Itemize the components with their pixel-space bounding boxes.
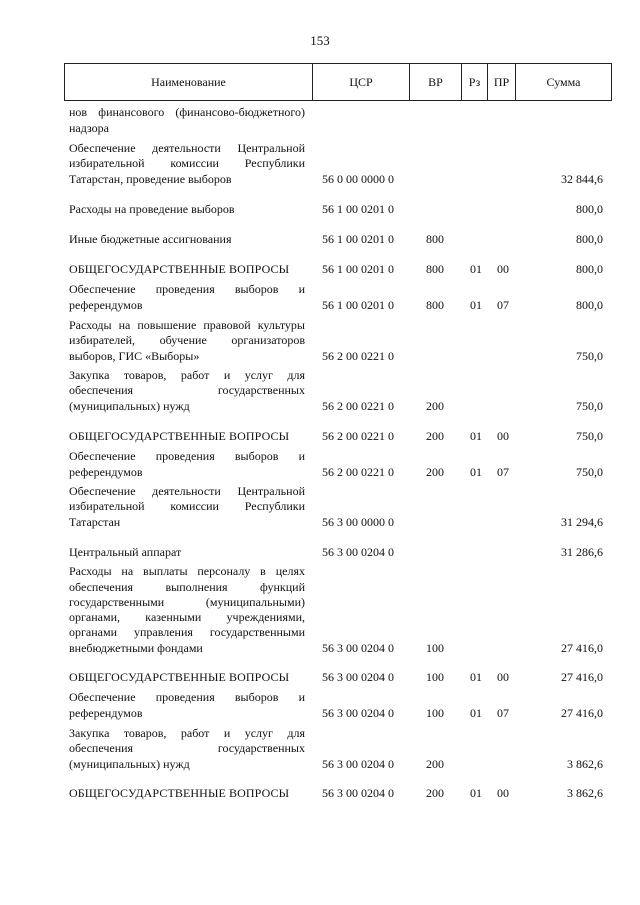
row-pr: 00 (497, 786, 509, 800)
row-rz: 01 (470, 465, 482, 479)
table-row (0, 563, 640, 656)
table-row (0, 202, 640, 217)
row-csr: 56 1 00 0201 0 (322, 262, 394, 276)
column-header-vr: ВР (409, 64, 461, 100)
row-sum: 800,0 (576, 262, 603, 276)
row-vr: 100 (426, 641, 444, 655)
row-name: ОБЩЕГОСУДАРСТВЕННЫЕ ВОПРОСЫ (69, 261, 290, 276)
row-sum: 27 416,0 (561, 670, 603, 684)
table-row (0, 429, 640, 444)
row-pr: 00 (497, 429, 509, 443)
column-header-name: Наименование (151, 74, 226, 89)
table-row (0, 318, 640, 364)
row-vr: 100 (426, 706, 444, 720)
row-vr: 800 (426, 262, 444, 276)
row-name: ОБЩЕГОСУДАРСТВЕННЫЕ ВОПРОСЫ (69, 669, 290, 684)
row-vr: 800 (426, 298, 444, 312)
table-row (0, 106, 640, 136)
table-row (0, 786, 640, 801)
table-row (0, 690, 640, 721)
row-name: ОБЩЕГОСУДАРСТВЕННЫЕ ВОПРОСЫ (69, 785, 290, 800)
row-csr: 56 3 00 0204 0 (322, 670, 394, 684)
row-sum: 800,0 (576, 298, 603, 312)
row-vr: 200 (426, 465, 444, 479)
row-rz: 01 (470, 429, 482, 443)
row-sum: 3 862,6 (567, 786, 603, 800)
column-header-pr: ПР (487, 64, 515, 100)
row-vr: 100 (426, 670, 444, 684)
row-csr: 56 3 00 0204 0 (322, 545, 394, 559)
row-csr: 56 3 00 0204 0 (322, 706, 394, 720)
row-name: Расходы на выплаты персоналу в целях обеспечения выполнения функций государственными (муниципальными) органами, казенными учреждениями, органами управления государственными внебюджетными фондами (69, 564, 305, 655)
row-csr: 56 1 00 0201 0 (322, 298, 394, 312)
row-sum: 800,0 (576, 232, 603, 246)
column-header-sum: Сумма (515, 64, 611, 100)
table-row (0, 449, 640, 480)
row-name: Центральный аппарат (69, 544, 182, 559)
row-vr: 200 (426, 757, 444, 771)
row-name: Обеспечение проведения выборов и референдумов (69, 449, 305, 479)
page-number: 153 (310, 33, 330, 48)
row-sum: 750,0 (576, 465, 603, 479)
row-name: Расходы на проведение выборов (69, 201, 235, 216)
row-csr: 56 3 00 0000 0 (322, 515, 394, 529)
column-header-csr: ЦСР (312, 64, 409, 100)
row-csr: 56 1 00 0201 0 (322, 202, 394, 216)
row-sum: 750,0 (576, 429, 603, 443)
row-pr: 00 (497, 670, 509, 684)
row-name: Закупка товаров, работ и услуг для обеспечения государственных (муниципальных) нужд (69, 726, 305, 771)
row-rz: 01 (470, 262, 482, 276)
row-csr: 56 2 00 0221 0 (322, 349, 394, 363)
row-csr: 56 3 00 0204 0 (322, 757, 394, 771)
row-csr: 56 3 00 0204 0 (322, 786, 394, 800)
row-sum: 27 416,0 (561, 706, 603, 720)
row-vr: 200 (426, 399, 444, 413)
row-vr: 800 (426, 232, 444, 246)
row-name: Обеспечение деятельности Центральной избирательной комиссии Республики Татарстан, проведение выборов (69, 141, 305, 186)
row-pr: 00 (497, 262, 509, 276)
table-row (0, 726, 640, 772)
row-csr: 56 2 00 0221 0 (322, 429, 394, 443)
row-sum: 800,0 (576, 202, 603, 216)
row-sum: 750,0 (576, 349, 603, 363)
row-csr: 56 3 00 0204 0 (322, 641, 394, 655)
table-row (0, 140, 640, 187)
row-name: нов финансового (финансово-бюджетного) надзора (69, 105, 305, 135)
row-sum: 750,0 (576, 399, 603, 413)
row-sum: 3 862,6 (567, 757, 603, 771)
row-vr: 200 (426, 429, 444, 443)
row-name: ОБЩЕГОСУДАРСТВЕННЫЕ ВОПРОСЫ (69, 428, 290, 443)
row-csr: 56 0 00 0000 0 (322, 172, 394, 186)
table-row (0, 367, 640, 414)
row-pr: 07 (497, 298, 509, 312)
row-sum: 32 844,6 (561, 172, 603, 186)
table-row (0, 670, 640, 685)
row-rz: 01 (470, 786, 482, 800)
table-row (0, 545, 640, 560)
row-name: Обеспечение проведения выборов и референдумов (69, 690, 305, 720)
row-csr: 56 2 00 0221 0 (322, 399, 394, 413)
row-name: Расходы на повышение правовой культуры избирателей, обучение организаторов выборов, ГИС «Выборы» (69, 318, 305, 363)
row-sum: 31 286,6 (561, 545, 603, 559)
row-name: Иные бюджетные ассигнования (69, 231, 232, 246)
row-name: Закупка товаров, работ и услуг для обеспечения государственных (муниципальных) нужд (69, 368, 305, 413)
table-row (0, 484, 640, 530)
row-csr: 56 1 00 0201 0 (322, 232, 394, 246)
row-rz: 01 (470, 298, 482, 312)
column-header-rz: Рз (461, 64, 487, 100)
row-rz: 01 (470, 706, 482, 720)
table-row (0, 262, 640, 277)
table-row (0, 232, 640, 247)
row-pr: 07 (497, 706, 509, 720)
row-sum: 27 416,0 (561, 641, 603, 655)
row-name: Обеспечение проведения выборов и референдумов (69, 282, 305, 312)
row-sum: 31 294,6 (561, 515, 603, 529)
row-csr: 56 2 00 0221 0 (322, 465, 394, 479)
row-rz: 01 (470, 670, 482, 684)
row-vr: 200 (426, 786, 444, 800)
table-row (0, 282, 640, 313)
row-pr: 07 (497, 465, 509, 479)
row-name: Обеспечение деятельности Центральной избирательной комиссии Республики Татарстан (69, 484, 305, 529)
